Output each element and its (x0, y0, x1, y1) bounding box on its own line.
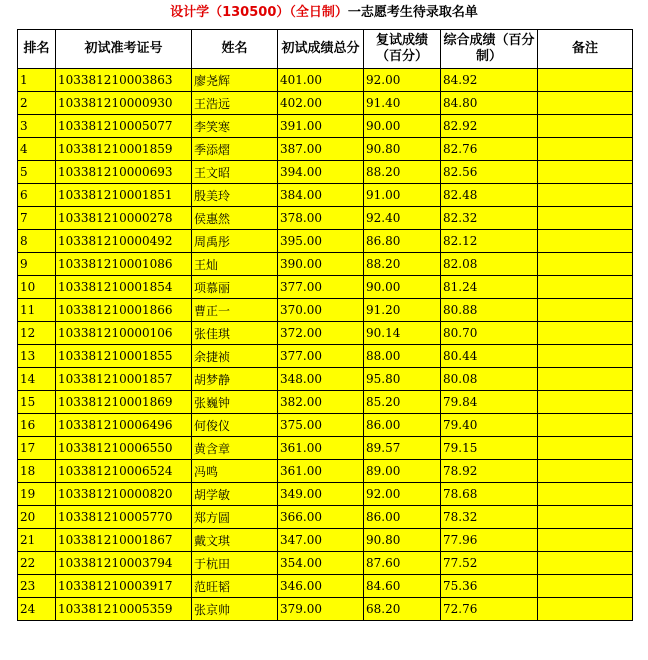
cell-initial-score: 366.00 (278, 506, 364, 529)
cell-retest-score: 89.00 (364, 460, 441, 483)
cell-name: 张京帅 (192, 598, 278, 621)
cell-exam-id: 103381210000693 (56, 161, 192, 184)
cell-initial-score: 401.00 (278, 69, 364, 92)
cell-composite-score: 82.12 (441, 230, 538, 253)
cell-composite-score: 82.76 (441, 138, 538, 161)
cell-note (538, 506, 633, 529)
cell-exam-id: 103381210000820 (56, 483, 192, 506)
cell-note (538, 460, 633, 483)
cell-name: 于杭田 (192, 552, 278, 575)
cell-initial-score: 349.00 (278, 483, 364, 506)
cell-initial-score: 370.00 (278, 299, 364, 322)
cell-note (538, 575, 633, 598)
cell-composite-score: 82.32 (441, 207, 538, 230)
title-program: 设计学（130500）（全日制） (170, 5, 348, 20)
cell-retest-score: 91.00 (364, 184, 441, 207)
cell-name: 张佳琪 (192, 322, 278, 345)
title-list-name: 一志愿考生待录取名单 (347, 5, 478, 20)
cell-rank: 22 (18, 552, 56, 575)
cell-note (538, 115, 633, 138)
cell-composite-score: 81.24 (441, 276, 538, 299)
cell-initial-score: 382.00 (278, 391, 364, 414)
cell-name: 侯惠然 (192, 207, 278, 230)
cell-composite-score: 72.76 (441, 598, 538, 621)
cell-name: 王文昭 (192, 161, 278, 184)
cell-composite-score: 78.32 (441, 506, 538, 529)
cell-composite-score: 82.56 (441, 161, 538, 184)
cell-initial-score: 377.00 (278, 345, 364, 368)
table-row (18, 184, 633, 207)
cell-composite-score: 79.15 (441, 437, 538, 460)
cell-rank: 19 (18, 483, 56, 506)
admission-table (17, 29, 633, 621)
cell-rank: 20 (18, 506, 56, 529)
cell-note (538, 391, 633, 414)
table-row (18, 506, 633, 529)
cell-rank: 6 (18, 184, 56, 207)
table-row (18, 69, 633, 92)
cell-exam-id: 103381210001866 (56, 299, 192, 322)
cell-exam-id: 103381210001867 (56, 529, 192, 552)
cell-name: 余捷祯 (192, 345, 278, 368)
cell-name: 张巍钟 (192, 391, 278, 414)
cell-name: 胡学敏 (192, 483, 278, 506)
table-row (18, 552, 633, 575)
cell-composite-score: 79.40 (441, 414, 538, 437)
cell-retest-score: 68.20 (364, 598, 441, 621)
table-row (18, 437, 633, 460)
cell-name: 李笑寒 (192, 115, 278, 138)
cell-note (538, 253, 633, 276)
table-row (18, 230, 633, 253)
table-row (18, 92, 633, 115)
cell-rank: 10 (18, 276, 56, 299)
cell-retest-score: 91.20 (364, 299, 441, 322)
cell-retest-score: 95.80 (364, 368, 441, 391)
table-row (18, 161, 633, 184)
cell-initial-score: 346.00 (278, 575, 364, 598)
cell-exam-id: 103381210000492 (56, 230, 192, 253)
cell-initial-score: 361.00 (278, 437, 364, 460)
cell-exam-id: 103381210006496 (56, 414, 192, 437)
cell-exam-id: 103381210001857 (56, 368, 192, 391)
cell-composite-score: 84.92 (441, 69, 538, 92)
cell-rank: 3 (18, 115, 56, 138)
cell-name: 黄含章 (192, 437, 278, 460)
cell-initial-score: 387.00 (278, 138, 364, 161)
cell-note (538, 552, 633, 575)
table-body (18, 69, 633, 621)
cell-exam-id: 103381210000278 (56, 207, 192, 230)
cell-rank: 4 (18, 138, 56, 161)
table-row (18, 529, 633, 552)
cell-rank: 5 (18, 161, 56, 184)
cell-rank: 8 (18, 230, 56, 253)
cell-retest-score: 90.80 (364, 138, 441, 161)
cell-initial-score: 379.00 (278, 598, 364, 621)
cell-name: 廖尧辉 (192, 69, 278, 92)
cell-composite-score: 77.52 (441, 552, 538, 575)
cell-name: 郑方圆 (192, 506, 278, 529)
cell-exam-id: 103381210001859 (56, 138, 192, 161)
table-row (18, 253, 633, 276)
cell-retest-score: 90.00 (364, 115, 441, 138)
cell-initial-score: 348.00 (278, 368, 364, 391)
cell-note (538, 92, 633, 115)
table-row (18, 391, 633, 414)
cell-rank: 12 (18, 322, 56, 345)
cell-note (538, 69, 633, 92)
cell-initial-score: 395.00 (278, 230, 364, 253)
table-row (18, 322, 633, 345)
table-row (18, 138, 633, 161)
cell-initial-score: 402.00 (278, 92, 364, 115)
cell-exam-id: 103381210003794 (56, 552, 192, 575)
table-row (18, 483, 633, 506)
table-row (18, 345, 633, 368)
cell-note (538, 322, 633, 345)
header-note: 备注 (538, 30, 633, 69)
table-row (18, 598, 633, 621)
cell-note (538, 437, 633, 460)
cell-retest-score: 88.20 (364, 253, 441, 276)
cell-note (538, 299, 633, 322)
cell-note (538, 230, 633, 253)
table-row (18, 460, 633, 483)
header-composite-score: 综合成绩（百分制） (441, 30, 538, 69)
cell-composite-score: 80.88 (441, 299, 538, 322)
cell-note (538, 138, 633, 161)
cell-rank: 9 (18, 253, 56, 276)
cell-initial-score: 354.00 (278, 552, 364, 575)
cell-initial-score: 377.00 (278, 276, 364, 299)
cell-retest-score: 87.60 (364, 552, 441, 575)
header-retest-score: 复试成绩（百分） (364, 30, 441, 69)
header-row (18, 30, 633, 69)
cell-exam-id: 103381210001086 (56, 253, 192, 276)
cell-composite-score: 75.36 (441, 575, 538, 598)
cell-name: 殷美玲 (192, 184, 278, 207)
cell-composite-score: 82.92 (441, 115, 538, 138)
cell-exam-id: 103381210005359 (56, 598, 192, 621)
document-title (0, 2, 648, 24)
cell-name: 何俊仪 (192, 414, 278, 437)
cell-note (538, 598, 633, 621)
table-row (18, 368, 633, 391)
cell-exam-id: 103381210003863 (56, 69, 192, 92)
cell-exam-id: 103381210001869 (56, 391, 192, 414)
header-rank: 排名 (18, 30, 56, 69)
cell-rank: 16 (18, 414, 56, 437)
cell-initial-score: 375.00 (278, 414, 364, 437)
cell-initial-score: 394.00 (278, 161, 364, 184)
cell-note (538, 276, 633, 299)
cell-note (538, 368, 633, 391)
cell-rank: 7 (18, 207, 56, 230)
cell-note (538, 529, 633, 552)
cell-initial-score: 390.00 (278, 253, 364, 276)
cell-exam-id: 103381210001851 (56, 184, 192, 207)
cell-retest-score: 90.80 (364, 529, 441, 552)
cell-name: 王浩远 (192, 92, 278, 115)
cell-retest-score: 92.00 (364, 69, 441, 92)
cell-name: 曹正一 (192, 299, 278, 322)
header-name: 姓名 (192, 30, 278, 69)
cell-rank: 11 (18, 299, 56, 322)
table-row (18, 276, 633, 299)
cell-composite-score: 82.48 (441, 184, 538, 207)
cell-exam-id: 103381210006524 (56, 460, 192, 483)
cell-initial-score: 384.00 (278, 184, 364, 207)
cell-rank: 24 (18, 598, 56, 621)
cell-exam-id: 103381210000930 (56, 92, 192, 115)
cell-composite-score: 78.92 (441, 460, 538, 483)
cell-exam-id: 103381210001855 (56, 345, 192, 368)
cell-note (538, 345, 633, 368)
cell-retest-score: 88.20 (364, 161, 441, 184)
cell-retest-score: 91.40 (364, 92, 441, 115)
table-row (18, 299, 633, 322)
cell-name: 周禹彤 (192, 230, 278, 253)
cell-composite-score: 80.08 (441, 368, 538, 391)
cell-initial-score: 391.00 (278, 115, 364, 138)
cell-retest-score: 88.00 (364, 345, 441, 368)
cell-composite-score: 82.08 (441, 253, 538, 276)
cell-name: 戴文琪 (192, 529, 278, 552)
cell-name: 项慕丽 (192, 276, 278, 299)
cell-initial-score: 347.00 (278, 529, 364, 552)
cell-name: 胡梦静 (192, 368, 278, 391)
cell-rank: 13 (18, 345, 56, 368)
cell-retest-score: 90.14 (364, 322, 441, 345)
table-row (18, 575, 633, 598)
cell-rank: 1 (18, 69, 56, 92)
cell-name: 季添熠 (192, 138, 278, 161)
cell-composite-score: 79.84 (441, 391, 538, 414)
cell-name: 王灿 (192, 253, 278, 276)
cell-retest-score: 90.00 (364, 276, 441, 299)
cell-note (538, 161, 633, 184)
cell-note (538, 207, 633, 230)
cell-composite-score: 84.80 (441, 92, 538, 115)
cell-rank: 2 (18, 92, 56, 115)
table-row (18, 207, 633, 230)
cell-rank: 21 (18, 529, 56, 552)
cell-retest-score: 92.40 (364, 207, 441, 230)
cell-note (538, 483, 633, 506)
cell-retest-score: 85.20 (364, 391, 441, 414)
cell-exam-id: 103381210003917 (56, 575, 192, 598)
cell-exam-id: 103381210001854 (56, 276, 192, 299)
cell-initial-score: 361.00 (278, 460, 364, 483)
cell-exam-id: 103381210005077 (56, 115, 192, 138)
cell-retest-score: 86.00 (364, 506, 441, 529)
table-row (18, 115, 633, 138)
cell-name: 冯鸣 (192, 460, 278, 483)
cell-rank: 23 (18, 575, 56, 598)
cell-note (538, 414, 633, 437)
cell-rank: 15 (18, 391, 56, 414)
cell-retest-score: 86.00 (364, 414, 441, 437)
cell-initial-score: 378.00 (278, 207, 364, 230)
cell-retest-score: 84.60 (364, 575, 441, 598)
cell-composite-score: 77.96 (441, 529, 538, 552)
cell-exam-id: 103381210000106 (56, 322, 192, 345)
cell-rank: 18 (18, 460, 56, 483)
header-exam-id: 初试准考证号 (56, 30, 192, 69)
header-initial-score: 初试成绩总分 (278, 30, 364, 69)
cell-name: 范旺韬 (192, 575, 278, 598)
cell-retest-score: 92.00 (364, 483, 441, 506)
table-row (18, 414, 633, 437)
cell-retest-score: 89.57 (364, 437, 441, 460)
cell-rank: 14 (18, 368, 56, 391)
cell-composite-score: 80.44 (441, 345, 538, 368)
cell-composite-score: 80.70 (441, 322, 538, 345)
cell-rank: 17 (18, 437, 56, 460)
cell-exam-id: 103381210006550 (56, 437, 192, 460)
cell-note (538, 184, 633, 207)
cell-retest-score: 86.80 (364, 230, 441, 253)
cell-composite-score: 78.68 (441, 483, 538, 506)
cell-initial-score: 372.00 (278, 322, 364, 345)
cell-exam-id: 103381210005770 (56, 506, 192, 529)
